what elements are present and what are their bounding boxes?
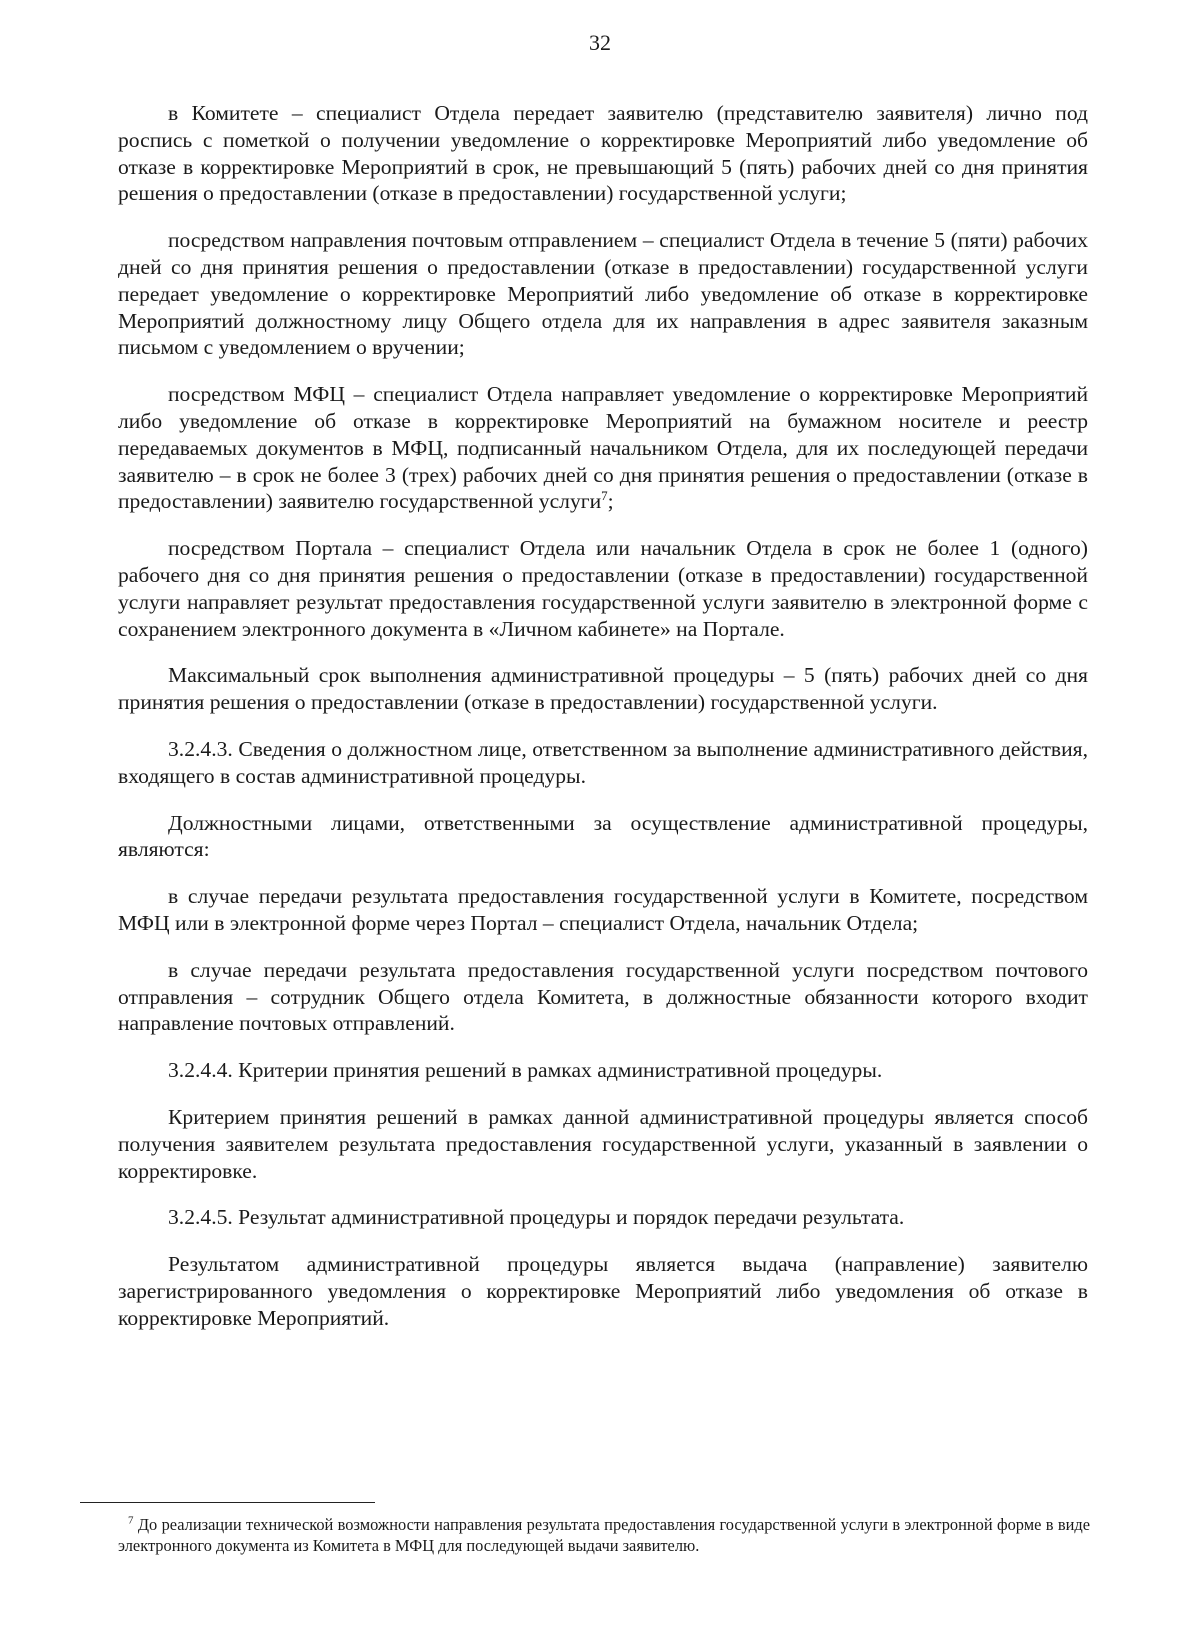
paragraph-via-mfc-tail: ; xyxy=(607,489,614,514)
footnote-separator xyxy=(80,1502,375,1503)
paragraph-decision-criterion: Критерием принятия решений в рамках данной административной процедуры является способ получения заявителем результата предоставления государственной услуги, указанный в заявлении о корректировке. xyxy=(118,1104,1088,1183)
paragraph-via-mfc xyxy=(118,381,1088,515)
paragraph-in-committee: в Комитете – специалист Отдела передает заявителю (представителю заявителя) лично под роспись с пометкой о получении уведомление о корректировке Мероприятий либо уведомление об отказе в корректировке Мероприятий в срок, не превышающий 5 (пять) рабочих дней со дня принятия решения о предоставлении (отказе в предоставлении) государственной услуги; xyxy=(118,101,1088,206)
paragraph-via-portal: посредством Портала – специалист Отдела или начальник Отдела в срок не более 1 (одного) рабочего дня со дня принятия решения о предоставлении (отказе в предоставлении) государственной услуги направляет результат предоставления государственной услуги заявителю в электронной форме с сохранением электронного документа в «Личном кабинете» на Портале. xyxy=(118,536,1088,641)
paragraph-max-term: Максимальный срок выполнения административной процедуры – 5 (пять) рабочих дней со дня принятия решения о предоставлении (отказе в предоставлении) государственной услуги. xyxy=(118,663,1088,715)
paragraph-officials-post: в случае передачи результата предоставления государственной услуги посредством почтового отправления – сотрудник Общего отдела Комитета, в должностные обязанности которого входит направление почтовых отправлений. xyxy=(118,957,1088,1036)
paragraph-procedure-result: Результатом административной процедуры является выдача (направление) заявителю зарегистрированного уведомления о корректировке Мероприятий либо уведомления об отказе в корректировке Мероприятий. xyxy=(118,1252,1088,1330)
footnote-text: До реализации технической возможности направления результата предоставления государственной услуги в электронной форме в виде электронного документа из Комитета в МФЦ для последующей выдачи заявителю. xyxy=(118,1515,1090,1555)
page-number: 32 xyxy=(589,30,611,55)
section-3-2-4-4-heading: 3.2.4.4. Критерии принятия решений в рамках административной процедуры. xyxy=(168,1058,883,1083)
footnote-marker: 7 xyxy=(128,1514,134,1527)
document-body xyxy=(118,100,1088,1351)
section-3-2-4-3-heading: 3.2.4.3. Сведения о должностном лице, ответственном за выполнение административного действия, входящего в состав административной процедуры. xyxy=(118,736,1088,788)
paragraph-officials-committee-mfc-portal: в случае передачи результата предоставления государственной услуги в Комитете, посредством МФЦ или в электронной форме через Портал – специалист Отдела, начальник Отдела; xyxy=(118,884,1088,935)
footnote xyxy=(118,1514,1090,1556)
paragraph-via-mfc-text: посредством МФЦ – специалист Отдела направляет уведомление о корректировке Мероприятий либо уведомление об отказе в корректировке Мероприятий на бумажном носителе и реестр передаваемых документов в МФЦ, подписанный начальником Отдела, для их последующей передачи заявителю – в срок не более 3 (трех) рабочих дней со дня принятия решения о предоставлении (отказе в предоставлении) заявителю государственной услуги xyxy=(118,382,1088,514)
paragraph-responsible-officials: Должностными лицами, ответственными за осуществление административной процедуры, являются: xyxy=(118,810,1088,862)
section-3-2-4-5-heading: 3.2.4.5. Результат административной процедуры и порядок передачи результата. xyxy=(168,1205,905,1230)
paragraph-by-post: посредством направления почтовым отправлением – специалист Отдела в течение 5 (пяти) рабочих дней со дня принятия решения о предоставлении (отказе в предоставлении) государственной услуги передает уведомление о корректировке Мероприятий либо уведомление об отказе в корректировке Мероприятий должностному лицу Общего отдела для их направления в адрес заявителя заказным письмом с уведомлением о вручении; xyxy=(118,228,1088,360)
footnote-reference[interactable]: 7 xyxy=(601,488,608,504)
